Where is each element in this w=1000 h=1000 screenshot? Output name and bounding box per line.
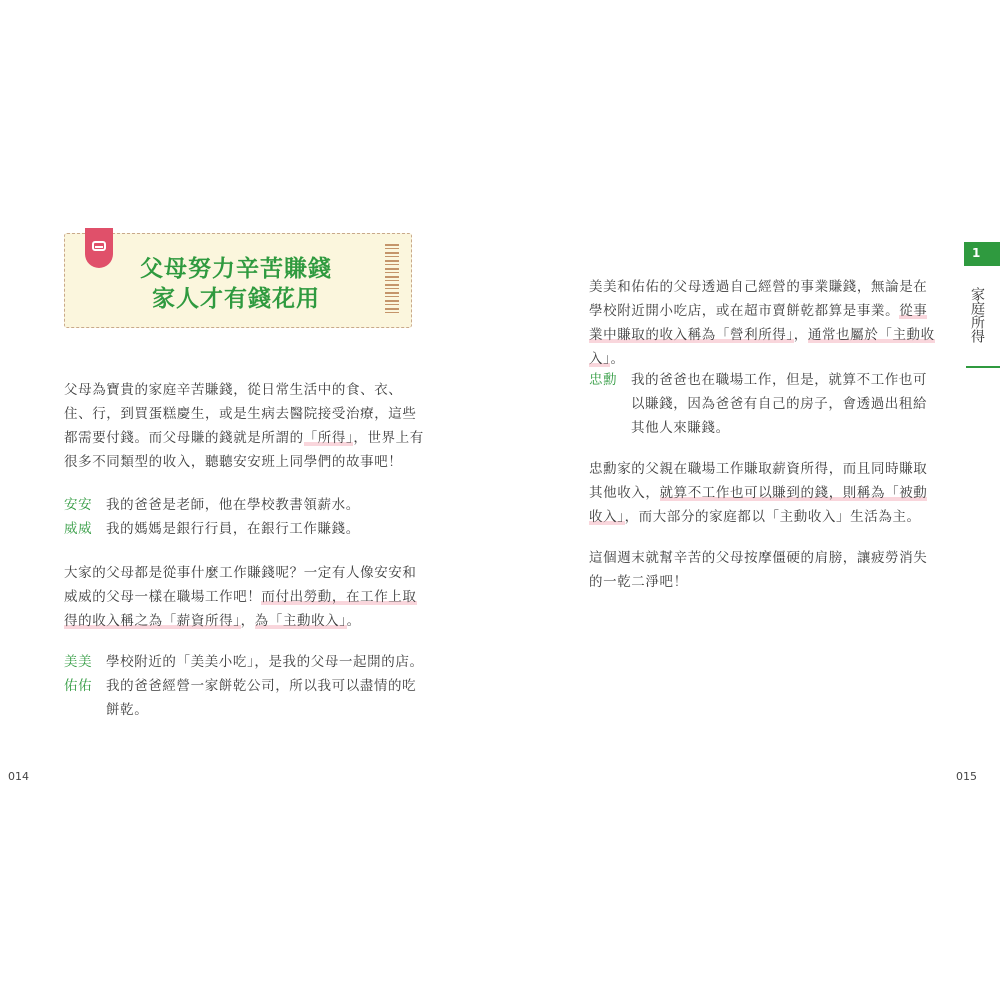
dialog-line: [64, 674, 424, 722]
speaker-name: 美美: [64, 654, 93, 670]
speech-text: 我的爸爸經營一家餅乾公司，所以我可以盡情的吃餅乾。: [106, 678, 417, 718]
speech-text: 我的爸爸也在職場工作，但是，就算不工作也可以賺錢，因為爸爸有自己的房子，會透過出租給其他人來賺錢。: [631, 372, 928, 436]
highlighted-term: 為「主動收入」: [254, 613, 347, 629]
highlighted-term: 「所得」: [303, 430, 354, 446]
dialog-line: [589, 368, 939, 440]
paragraph-3: 這個週末就幫辛苦的父母按摩僵硬的肩膀，讓疲勞消失的一乾二淨吧！: [589, 550, 928, 590]
speech-text: 學校附近的「美美小吃」，是我的父母一起開的店。: [106, 654, 424, 670]
dialog-block: [589, 368, 939, 440]
banner-title: [121, 254, 351, 314]
dialog-block-1: [64, 493, 424, 541]
dialog-line: [64, 493, 424, 517]
text-segment: ，而大部分的家庭都以「主動收入」生活為主。: [624, 509, 921, 525]
speaker-name: 忠勳: [589, 372, 618, 388]
page-number: 014: [8, 770, 29, 783]
paragraph-2: [64, 561, 424, 633]
chapter-divider: [966, 366, 1000, 368]
banner-title-line2: 家人才有錢花用: [152, 286, 320, 312]
speech-text: 我的媽媽是銀行行員，在銀行工作賺錢。: [106, 521, 360, 537]
chapter-number-tab: 1: [964, 242, 1000, 266]
page-number: 015: [956, 770, 977, 783]
text-segment: 。: [610, 351, 625, 367]
text-segment: ，世界上有很多不同類型的收入，聽聽安安班上同學們的故事吧！: [64, 430, 424, 470]
text-segment: ，: [793, 327, 808, 343]
text-segment: ，: [240, 613, 255, 629]
banner-title-line1: 父母努力辛苦賺錢: [140, 256, 332, 282]
speaker-name: 威威: [64, 521, 93, 537]
dialog-line: [64, 517, 424, 541]
barcode-decoration: [385, 244, 399, 314]
text-segment: 美美和佑佑的父母透過自己經營的事業賺錢，無論是在學校附近開小吃店，或在超市賣餅乾都算是事業。: [589, 279, 928, 319]
highlighted-term: 就算不工作也可以賺到的錢，則稱為「被動收入」: [589, 485, 928, 525]
text-segment: 大家的父母都是從事什麼工作賺錢呢？一定有人像安安和威威的父母一樣在職場工作吧！: [64, 565, 417, 605]
highlighted-term: 從事業中賺取的收入稱為「營利所得」: [589, 303, 928, 343]
title-banner: [64, 233, 412, 328]
speaker-name: 佑佑: [64, 678, 93, 694]
paragraph-2: [589, 457, 939, 529]
text-segment: 忠勳家的父親在職場工作賺取薪資所得，而且同時賺取其他收入，: [589, 461, 928, 501]
right-page: [500, 0, 1000, 1000]
dialog-block-2: [64, 650, 424, 722]
text-segment: 。: [346, 613, 361, 629]
paragraph-1: [589, 275, 939, 371]
wallet-icon: [92, 241, 106, 251]
chapter-title: 家庭所得: [969, 287, 985, 343]
banner-tab: [85, 228, 113, 268]
highlighted-term: 而付出勞動，在工作上取得的收入稱之為「薪資所得」: [64, 589, 417, 629]
speaker-name: 安安: [64, 497, 93, 513]
text-segment: 父母為寶貴的家庭辛苦賺錢，從日常生活中的食、衣、住、行，到買蛋糕慶生，或是生病去醫院接受治療，這些都需要付錢。而父母賺的錢就是所謂的: [64, 382, 417, 446]
speech-text: 我的爸爸是老師，他在學校教書領薪水。: [106, 497, 360, 513]
dialog-line: [64, 650, 424, 674]
intro-paragraph: [64, 378, 424, 474]
highlighted-term: 通常也屬於「主動收入」: [589, 327, 935, 367]
